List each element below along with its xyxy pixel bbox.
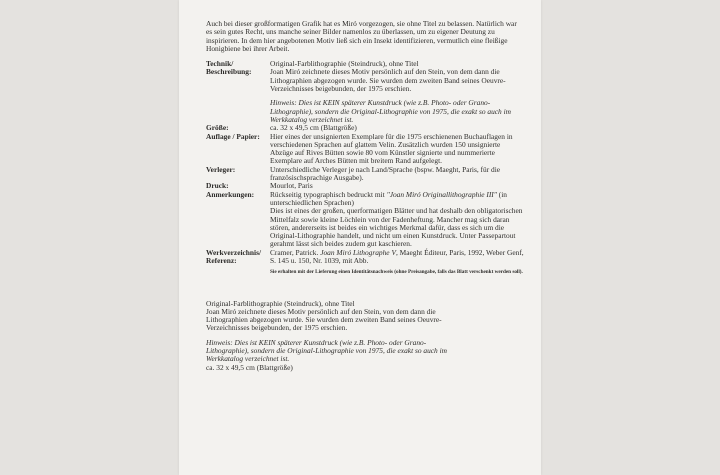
auflage-value: Hier eines der unsignierten Exemplare für die 1975 erschienenen Buchauflagen in verschiedenen Sprachen auf glattem Velin. Zusätzlich wurden 150 unsignierte Abzüge auf Rives Bütten sowie 80 vom Künstler signierte und nummerierte Exemplare auf Arches Bütten mit breitem Rand aufgelegt. xyxy=(270,131,513,166)
groesse-value: ca. 32 x 49,5 cm (Blattgröße) xyxy=(270,123,357,133)
werk-italic: Joan Miró Lithographe V xyxy=(320,247,396,257)
technik-value xyxy=(270,60,524,124)
identity-note: Sie erhalten mit der Lieferung einen Identitätsnachweis (ohne Preisangabe, falls das Blatt verschenkt werden soll). xyxy=(270,269,523,276)
werk-label: Werkverzeichnis/ Referenz: xyxy=(206,247,262,266)
auflage-label: Auflage / Papier: xyxy=(206,131,260,141)
werk-post: , Maeght Éditeur, Paris, 1992, Weber Genf, S. 145 u. 150, Nr. 1039, mit Abb. xyxy=(270,247,524,266)
werk-row xyxy=(206,249,524,266)
auflage-row xyxy=(206,133,524,166)
groesse-label: Größe: xyxy=(206,123,229,133)
intro-paragraph: Auch bei dieser großformatigen Grafik hat es Miró vorgezogen, sie ohne Titel zu belassen. Natürlich war es sein gutes Recht, uns manche seiner Bilder namenlos zu überlassen, um zu eigener Deutung zu inspirieren. In dem hier angebotenen Motiv ließ sich ein Insekt identifizieren, vermutlich eine fleißige Honigbiene bei ihrer Arbeit. xyxy=(206,19,517,53)
repeat-line: Original-Farblithographie (Steindruck), ohne Titel xyxy=(206,298,355,308)
verleger-label: Verleger: xyxy=(206,164,236,174)
anmerkungen-italic: "Joan Miró Originallithographie III" xyxy=(386,189,497,199)
technik-hinweis: Hinweis: Dies ist KEIN späterer Kunstdruck (wie z.B. Photo- oder Grano-Lithographie), sondern die Original-Lithographie von 1975, die exakt so auch im Werkkatalog verzeichnet ist. xyxy=(270,98,511,124)
technik-label: Technik/ Beschreibung: xyxy=(206,59,252,77)
werk-pre: Cramer, Patrick. xyxy=(270,247,321,257)
anmerkungen-value xyxy=(270,191,524,249)
repeat-block xyxy=(206,300,456,372)
repeat-hinweis: Hinweis: Dies ist KEIN späterer Kunstdruck (wie z.B. Photo- oder Grano-Lithographie), sondern die Original-Lithographie von 1975, die exakt so auch im Werkkatalog verzeichnet ist. xyxy=(206,337,447,364)
anmerkungen-label: Anmerkungen: xyxy=(206,189,255,199)
repeat-groesse: ca. 32 x 49,5 cm (Blattgröße) xyxy=(206,362,293,372)
anmerkungen-pre: Rückseitig typographisch bedruckt mit xyxy=(270,189,387,199)
technik-text: Joan Miró zeichnete dieses Motiv persönlich auf den Stein, von dem dann die Lithographien abgezogen wurde. Sie wurden dem zweiten Band seines Oeuvre-Verzeichnisses beigebunden, der 1975 erschien. xyxy=(270,67,506,94)
anmerkungen-post: (in unterschiedlichen Sprachen) xyxy=(270,189,507,207)
anmerkungen-row xyxy=(206,191,524,249)
anmerkungen-text: Dies ist eines der großen, querformatigen Blätter und hat deshalb den obligatorischen Mittelfalz sowie kleine Löchlein von der Fadenheftung. Mancher mag sich daran stören, andererseits ist beides ein wichtiges Merkmal dafür, dass es sich um die Original-Lithographie handelt, und nicht um einen Kunstdruck. Unter Passepartout gerahmt lässt sich beides zudem gut kaschieren. xyxy=(270,206,523,249)
anmerkungen-line xyxy=(270,191,524,208)
technik-row xyxy=(206,60,524,124)
verleger-value: Unterschiedliche Verleger je nach Land/Sprache (bspw. Maeght, Paris, für die französischsprachige Ausgabe). xyxy=(270,164,501,183)
document-content xyxy=(206,20,524,372)
repeat-text: Joan Miró zeichnete dieses Motiv persönlich auf den Stein, von dem dann die Lithographien abgezogen wurde. Sie wurden dem zweiten Band seines Oeuvre-Verzeichnisses beigebunden, der 1975 erschien. xyxy=(206,306,442,333)
technik-line: Original-Farblithographie (Steindruck), ohne Titel xyxy=(270,59,419,69)
verleger-row xyxy=(206,166,524,183)
druck-value: Mourlot, Paris xyxy=(270,181,313,191)
druck-label: Druck: xyxy=(206,181,229,191)
werk-value xyxy=(270,249,524,266)
